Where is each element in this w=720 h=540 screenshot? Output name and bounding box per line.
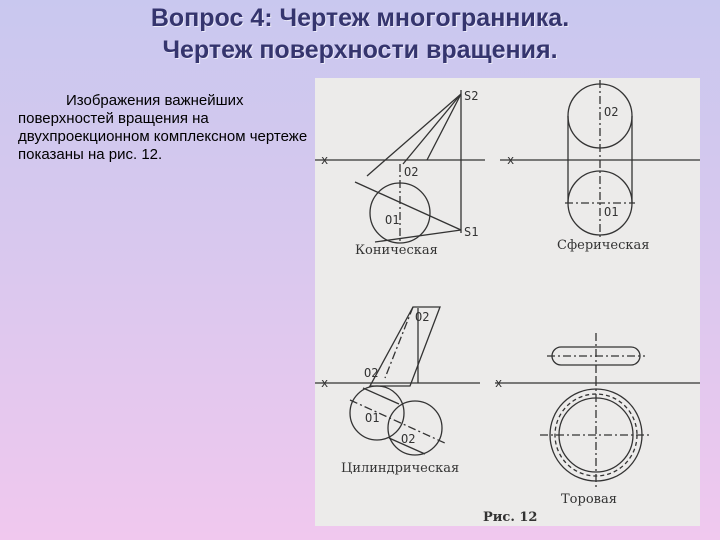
label-s1: S1 — [464, 225, 479, 239]
cyl-projection — [370, 307, 440, 386]
slide-title — [0, 2, 720, 66]
axis-label-torus: x — [495, 376, 503, 390]
label-cyl-o2b: O2 — [401, 432, 416, 446]
title-line-2: Чертеж поверхности вращения. — [162, 36, 558, 64]
label-sphere-o1: O1 — [604, 205, 619, 219]
label-sphere-o2: O2 — [604, 105, 619, 119]
label-cyl-o1: O1 — [365, 411, 380, 425]
conic-edge-left — [367, 94, 461, 176]
label-toroidal: Торовая — [561, 492, 617, 507]
figure-drawing — [315, 78, 700, 526]
axis-label-conic: x — [321, 153, 329, 167]
axis-label-sphere: x — [507, 153, 515, 167]
cyl-gen-1 — [363, 388, 399, 404]
body-paragraph — [18, 92, 308, 164]
axis-label-cyl: x — [321, 376, 329, 390]
label-s2: S2 — [464, 89, 479, 103]
conic-center-line — [403, 94, 461, 164]
label-conic: Коническая — [355, 243, 438, 258]
body-text: Изображения важнейших поверхностей вращения на двухпроекционном комплексном чертеже показаны на рис. 12. — [18, 92, 308, 163]
label-conic-o2: O2 — [404, 165, 419, 179]
cyl-proj-axis — [385, 307, 413, 378]
label-conic-o1: O1 — [385, 213, 400, 227]
figure-12 — [315, 78, 700, 526]
conic-edge-right — [427, 94, 461, 160]
conic-tangent-2 — [375, 230, 461, 242]
figure-caption: Рис. 12 — [483, 510, 538, 525]
label-spherical: Сферическая — [557, 238, 650, 253]
title-line-1: Вопрос 4: Чертеж многогранника. — [150, 4, 570, 32]
label-cyl-o2-top: O2 — [415, 310, 430, 324]
label-cylindrical: Цилиндрическая — [341, 461, 460, 476]
label-cyl-o2: O2 — [364, 366, 379, 380]
cyl-circle-2 — [388, 401, 442, 455]
